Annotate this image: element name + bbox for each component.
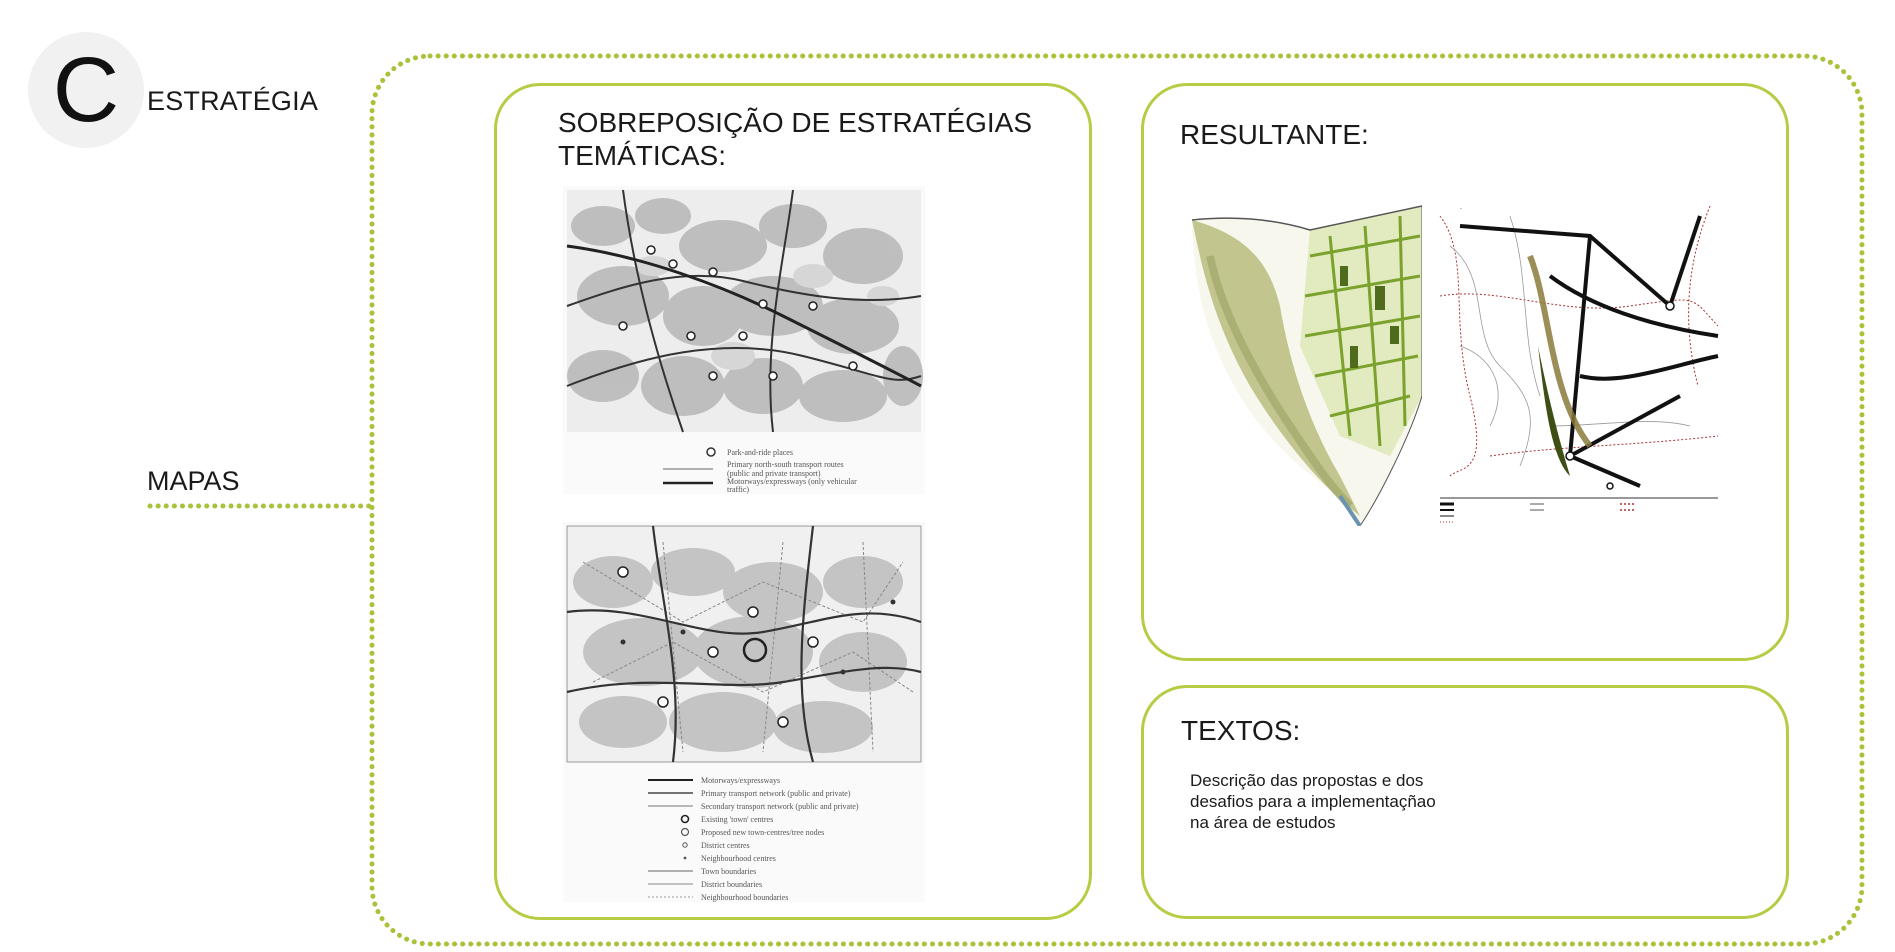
top-legend-5: traffic) <box>727 485 750 494</box>
top-legend-2: Primary north-south transport routes <box>727 460 844 469</box>
overlay-title-line1: SOBREPOSIÇÃO DE ESTRATÉGIAS <box>558 107 1033 138</box>
bottom-legend-7: Neighbourhood centres <box>701 854 776 863</box>
texts-title: TEXTOS: <box>1181 715 1301 746</box>
bottom-legend-5: Proposed new town-centres/tree nodes <box>701 828 825 837</box>
maps-label: MAPAS <box>147 466 240 496</box>
texts-line-1: Descrição das propostas e dos <box>1190 771 1424 790</box>
top-legend-3: (public and private transport) <box>727 469 821 478</box>
result-plan-map <box>1190 196 1422 526</box>
bottom-legend-6: District centres <box>701 841 750 850</box>
thematic-map-bottom <box>563 522 925 902</box>
result-network-map <box>1430 196 1720 526</box>
top-legend-1: Park-and-ride places <box>727 448 793 457</box>
bottom-legend-3: Secondary transport network (public and private) <box>701 802 859 811</box>
overlay-title-line2: TEMÁTICAS: <box>558 140 727 171</box>
texts-line-2: desafios para a implementaçñao <box>1190 792 1436 811</box>
bottom-legend-9: District boundaries <box>701 880 763 889</box>
overlay-title <box>558 106 1032 172</box>
bottom-legend-4: Existing 'town' centres <box>701 815 774 824</box>
svg-text:-: - <box>1460 206 1462 212</box>
bottom-legend-10: Neighbourhood boundaries <box>701 893 789 902</box>
bottom-legend-2: Primary transport network (public and private) <box>701 789 851 798</box>
section-title: ESTRATÉGIA <box>147 86 319 116</box>
texts-description <box>1190 770 1436 833</box>
badge-letter: C <box>52 39 120 141</box>
bottom-legend-1: Motorways/expressways <box>701 776 781 785</box>
texts-line-3: na área de estudos <box>1190 813 1336 832</box>
top-legend-4: Motorways/expressways (only vehicular <box>727 477 857 486</box>
bottom-legend-8: Town boundaries <box>701 867 757 876</box>
thematic-map-top <box>563 186 925 494</box>
result-title: RESULTANTE: <box>1180 119 1369 150</box>
